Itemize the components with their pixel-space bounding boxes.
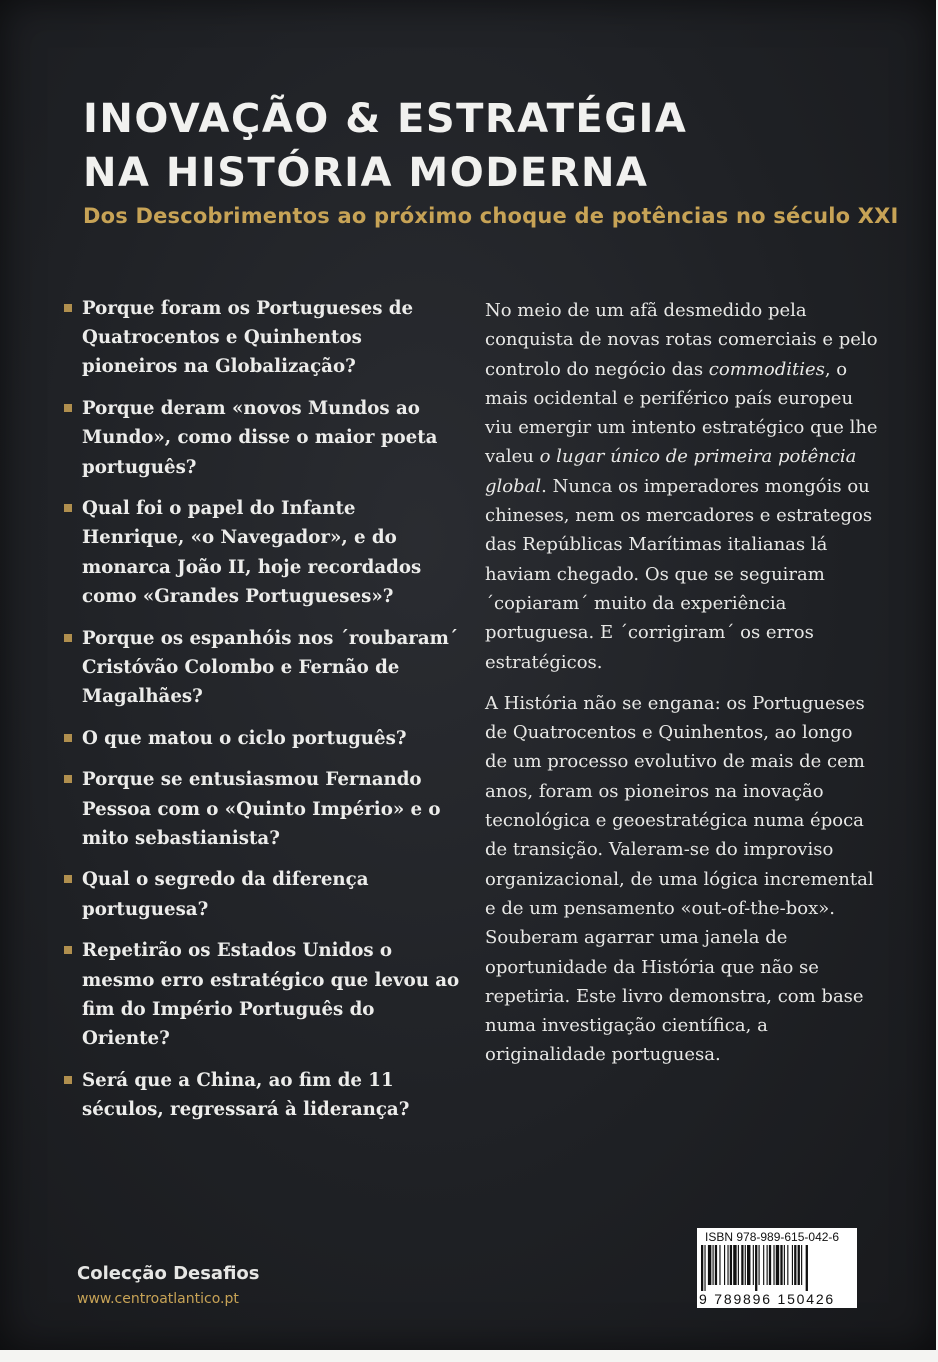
- question-text: Qual foi o papel do Infante Henrique, «o Navegador», e do monarca João II, hoje recordados como «Grandes Portugueses»?: [82, 498, 422, 607]
- question-item: [62, 724, 462, 753]
- question-text: Porque foram os Portugueses de Quatrocentos e Quinhentos pioneiros na Globalização?: [82, 298, 414, 378]
- title-line-2: NA HISTÓRIA MODERNA: [83, 150, 649, 196]
- question-text: Será que a China, ao fim de 11 séculos, regressará à liderança?: [82, 1069, 410, 1120]
- square-bullet-icon: [64, 1076, 72, 1084]
- paragraph-1-italic-1: commodities: [708, 358, 825, 380]
- barcode-icon: [700, 1245, 854, 1291]
- square-bullet-icon: [64, 875, 72, 883]
- question-item: [62, 394, 462, 482]
- question-item: [62, 936, 462, 1053]
- question-text: Porque se entusiasmou Fernando Pessoa com o «Quinto Império» e o mito sebastianista?: [82, 769, 441, 849]
- question-text: Porque os espanhóis nos ´roubaram´ Cristóvão Colombo e Fernão de Magalhães?: [82, 627, 458, 707]
- square-bullet-icon: [64, 946, 72, 954]
- question-item: [62, 765, 462, 853]
- paragraph-1-part-1: No meio de um afã desmedido pela conquista de novas rotas comerciais e pelo controlo do negócio das: [485, 300, 878, 380]
- square-bullet-icon: [64, 404, 72, 412]
- question-text: Qual o segredo da diferença portuguesa?: [82, 869, 369, 920]
- collection-name: Colecção Desafios: [77, 1263, 260, 1284]
- question-item: [62, 294, 462, 382]
- book-title: [83, 92, 687, 200]
- square-bullet-icon: [64, 304, 72, 312]
- isbn-label: ISBN 978-989-615-042-6: [705, 1230, 840, 1244]
- question-text: Repetirão os Estados Unidos o mesmo erro estratégico que levou ao fim do Império Português do Oriente?: [82, 940, 460, 1049]
- paragraph-1-part-2: , o mais ocidental e periférico país europeu viu emergir um intento estratégico que lhe valeu: [485, 358, 878, 468]
- question-text: Porque deram «novos Mundos ao Mundo», como disse o maior poeta português?: [82, 398, 438, 478]
- square-bullet-icon: [64, 775, 72, 783]
- question-item: [62, 865, 462, 923]
- square-bullet-icon: [64, 734, 72, 742]
- title-line-1: INOVAÇÃO & ESTRATÉGIA: [83, 96, 688, 142]
- square-bullet-icon: [64, 504, 72, 512]
- description-text: [485, 296, 880, 1082]
- question-text: O que matou o ciclo português?: [82, 727, 407, 749]
- paragraph-1-part-3: . Nunca os imperadores mongóis ou chineses, nem os mercadores e estrategos das Repúblicas Marítimas italianas lá haviam chegado. Os que se seguiram ´copiaram´ muito da experiência portuguesa. E ´corrigiram´ os erros estratégicos.: [485, 475, 873, 673]
- paragraph-1-italic-2: o lugar único de primeira potência global: [485, 446, 857, 497]
- publisher-website: www.centroatlantico.pt: [77, 1291, 239, 1307]
- ean-number: 9 789896 150426: [699, 1291, 835, 1307]
- question-item: [62, 494, 462, 611]
- description-paragraph-1: [485, 296, 880, 677]
- barcode-panel: [697, 1228, 857, 1308]
- question-list: [62, 294, 462, 1137]
- square-bullet-icon: [64, 634, 72, 642]
- question-item: [62, 624, 462, 712]
- book-subtitle: Dos Descobrimentos ao próximo choque de potências no século XXI: [83, 204, 899, 228]
- question-item: [62, 1066, 462, 1124]
- description-paragraph-2: A História não se engana: os Portugueses de Quatrocentos e Quinhentos, ao longo de um processo evolutivo de mais de cem anos, foram os pioneiros na inovação tecnológica e geoestratégica numa época de transição. Valeram-se do improviso organizacional, de uma lógica incremental e de um pensamento «out-of-the-box». Souberam agarrar uma janela de oportunidade da História que não se repetiria. Este livro demonstra, com base numa investigação científica, a originalidade portuguesa.: [485, 692, 874, 1066]
